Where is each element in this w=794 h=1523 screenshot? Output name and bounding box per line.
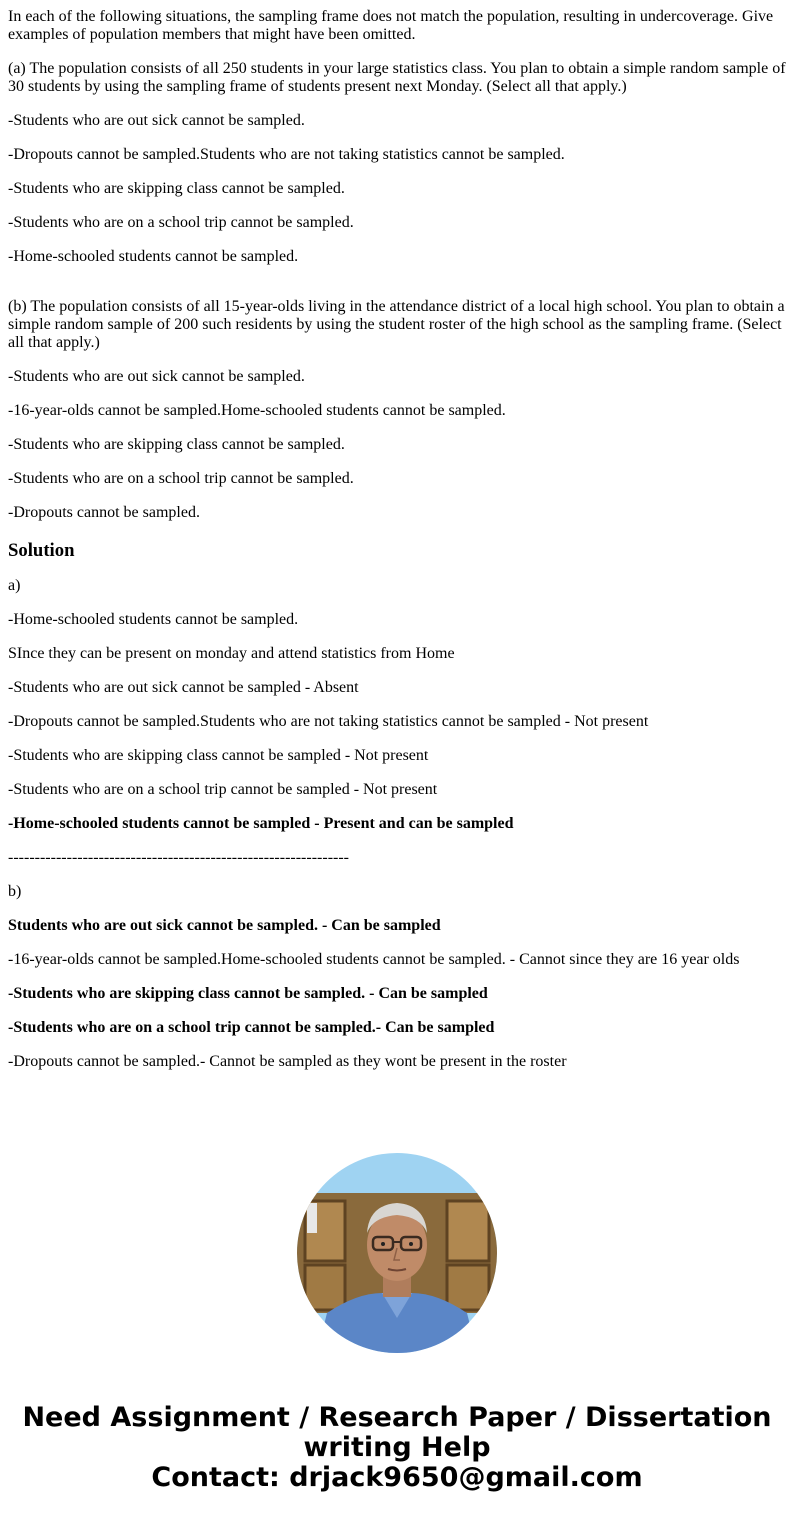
part-b-option: -Students who are on a school trip cannot be sampled. xyxy=(8,470,354,487)
solution-part-a-label: a) xyxy=(8,577,21,594)
solution-a-line: -Students who are on a school trip cannot be sampled - Not present xyxy=(8,781,438,798)
solution-b-line-bold: -Students who are skipping class cannot be sampled. - Can be sampled xyxy=(8,985,488,1002)
part-a-option: -Students who are skipping class cannot be sampled. xyxy=(8,180,345,197)
part-a-option: -Home-schooled students cannot be sampled. xyxy=(8,248,299,265)
author-avatar xyxy=(297,1153,497,1353)
spacer xyxy=(8,282,786,298)
solution-heading: Solution xyxy=(8,540,75,561)
part-a-option: -Students who are out sick cannot be sampled. xyxy=(8,112,305,129)
solution-a-line: -Students who are skipping class cannot be sampled - Not present xyxy=(8,747,429,764)
part-b-option: -16-year-olds cannot be sampled.Home-schooled students cannot be sampled. xyxy=(8,402,506,419)
solution-b-line: -Dropouts cannot be sampled.- Cannot be sampled as they wont be present in the roster xyxy=(8,1053,567,1070)
solution-divider: ---------------------------------------------------------------- xyxy=(8,849,349,866)
footer-line-2: writing Help xyxy=(303,1432,491,1463)
part-a-prompt: (a) The population consists of all 250 students in your large statistics class. You plan to obtain a simple random sample of 30 students by using the sampling frame of students present next Monday. (Select all that apply.) xyxy=(8,60,786,95)
solution-b-line-bold: -Students who are on a school trip cannot be sampled.- Can be sampled xyxy=(8,1019,495,1036)
part-b-prompt: (b) The population consists of all 15-year-olds living in the attendance district of a local high school. You plan to obtain a simple random sample of 200 such residents by using the student roster of the high school as the sampling frame. (Select all that apply.) xyxy=(8,298,785,351)
solution-a-line: -Home-schooled students cannot be sampled. xyxy=(8,611,299,628)
question-intro: In each of the following situations, the sampling frame does not match the population, resulting in undercoverage. Give examples of population members that might have been omitted. xyxy=(8,8,774,43)
part-a-option: -Students who are on a school trip cannot be sampled. xyxy=(8,214,354,231)
part-b-option: -Dropouts cannot be sampled. xyxy=(8,504,200,521)
solution-b-line: -16-year-olds cannot be sampled.Home-schooled students cannot be sampled. - Cannot since they are 16 year olds xyxy=(8,951,740,968)
part-b-option: -Students who are skipping class cannot be sampled. xyxy=(8,436,345,453)
footer-line-1: Need Assignment / Research Paper / Dissertation xyxy=(22,1402,772,1433)
solution-a-line: SInce they can be present on monday and attend statistics from Home xyxy=(8,645,455,662)
part-a-option: -Dropouts cannot be sampled.Students who are not taking statistics cannot be sampled. xyxy=(8,146,565,163)
avatar-illustration xyxy=(297,1153,497,1353)
part-b-option: -Students who are out sick cannot be sampled. xyxy=(8,368,305,385)
solution-b-line-bold: Students who are out sick cannot be sampled. - Can be sampled xyxy=(8,917,441,934)
solution-a-line-bold: -Home-schooled students cannot be sampled - Present and can be sampled xyxy=(8,815,514,832)
contact-footer xyxy=(0,1403,794,1493)
solution-a-line: -Dropouts cannot be sampled.Students who are not taking statistics cannot be sampled - Not present xyxy=(8,713,649,730)
solution-part-b-label: b) xyxy=(8,883,22,900)
footer-contact-line: Contact: drjack9650@gmail.com xyxy=(151,1462,643,1493)
solution-a-line: -Students who are out sick cannot be sampled - Absent xyxy=(8,679,359,696)
